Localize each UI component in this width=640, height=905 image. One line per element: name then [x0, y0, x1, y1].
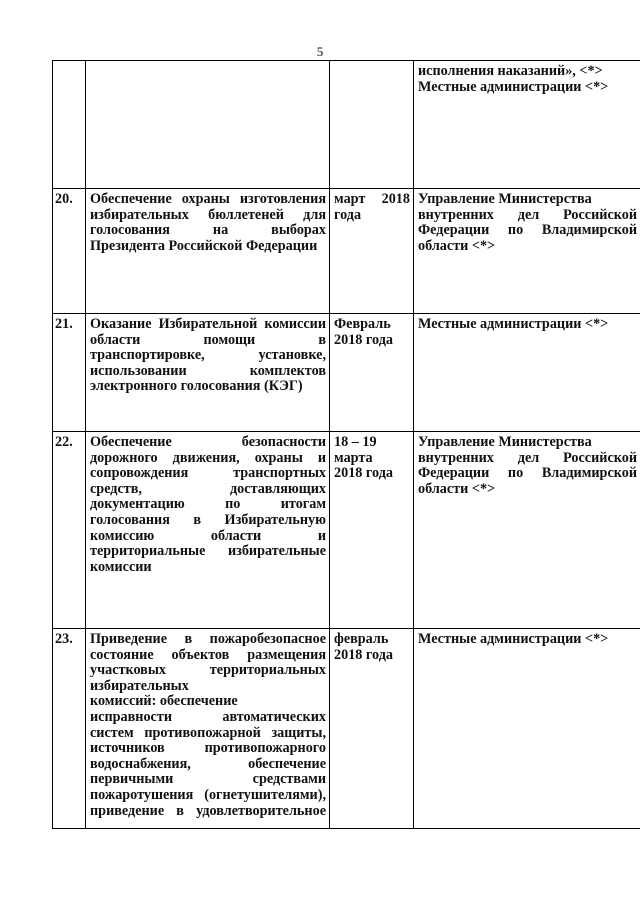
date-line: февраль	[334, 631, 389, 647]
row-number: 20.	[53, 189, 86, 314]
resp-line: Местные администрации <*>	[418, 631, 609, 647]
desc-line: Президента Российской Федерации	[90, 237, 318, 254]
resp-line: Федерации по Владимирской	[418, 465, 637, 482]
desc-line: источников противопожарного	[90, 740, 326, 757]
desc-line: дорожного движения, охраны и	[90, 449, 326, 466]
desc-line: документацию по итогам	[90, 496, 326, 513]
date-line: март 2018	[334, 191, 410, 207]
measure-description	[86, 432, 330, 629]
row-number: 23.	[53, 629, 86, 829]
row-number: 22.	[53, 432, 86, 629]
desc-line: сопровождения транспортных	[90, 465, 326, 482]
table-row	[53, 432, 640, 629]
desc-line: электронного голосования (КЭГ)	[90, 378, 303, 395]
resp-line: внутренних дел Российской	[418, 206, 637, 223]
desc-line: состояние объектов размещения	[90, 646, 326, 663]
date-line: Февраль	[334, 316, 391, 332]
desc-line: Обеспечение охраны изготовления	[90, 191, 326, 207]
row-number: 21.	[53, 314, 86, 432]
date-line: 18 – 19	[334, 434, 377, 450]
desc-line: приведение в удовлетворительное	[90, 802, 326, 819]
resp-line: области <*>	[418, 237, 496, 254]
desc-line: Приведение в пожаробезопасное	[90, 631, 326, 647]
desc-line: участковых территориальных	[90, 662, 326, 679]
resp-line: исполнения наказаний», <*>	[418, 63, 603, 79]
desc-line: голосования на выборах	[90, 222, 326, 239]
desc-line: избирательных бюллетеней для	[90, 206, 326, 223]
page-number: 5	[316, 44, 324, 59]
resp-line: Местные администрации <*>	[418, 78, 609, 95]
responsible-party	[414, 189, 640, 314]
deadline	[330, 314, 414, 432]
resp-line: внутренних дел Российской	[418, 449, 637, 466]
table-row	[53, 61, 640, 189]
desc-line: использовании комплектов	[90, 362, 326, 379]
resp-line: области <*>	[418, 480, 496, 497]
measure-description	[86, 629, 330, 829]
desc-line: Обеспечение безопасности	[90, 434, 326, 450]
date-line: года	[334, 206, 362, 223]
responsible-party	[414, 314, 640, 432]
desc-line: территориальные избирательные	[90, 543, 326, 560]
desc-line: исправности автоматических	[90, 708, 326, 725]
desc-line: Оказание Избирательной комиссии	[90, 316, 326, 332]
table-row	[53, 314, 640, 432]
desc-line: средств, доставляющих	[90, 480, 326, 497]
desc-line: первичными средствами	[90, 771, 326, 788]
deadline	[330, 189, 414, 314]
desc-line: комиссий: обеспечение	[90, 693, 238, 710]
resp-line: Управление Министерства	[418, 434, 592, 450]
desc-line: комиссию области и	[90, 527, 326, 544]
date-line: 2018 года	[334, 331, 393, 348]
desc-line: избирательных	[90, 677, 189, 694]
desc-line: пожаротушения (огнетушителями),	[90, 786, 326, 803]
date-line: 2018 года	[334, 646, 393, 663]
deadline	[330, 61, 414, 189]
resp-line: Федерации по Владимирской	[418, 222, 637, 239]
responsible-party	[414, 629, 640, 829]
resp-line: Местные администрации <*>	[418, 316, 609, 332]
deadline	[330, 432, 414, 629]
desc-line: водоснабжения, обеспечение	[90, 755, 326, 772]
desc-line: голосования в Избирательную	[90, 511, 326, 528]
resp-line: Управление Министерства	[418, 191, 592, 207]
responsible-party	[414, 432, 640, 629]
row-number	[53, 61, 86, 189]
responsible-party	[414, 61, 640, 189]
date-line: 2018 года	[334, 465, 393, 482]
measure-description	[86, 61, 330, 189]
deadline	[330, 629, 414, 829]
desc-line: комиссии	[90, 558, 152, 575]
date-line: марта	[334, 449, 373, 466]
desc-line: области помощи в	[90, 331, 326, 348]
measure-description	[86, 189, 330, 314]
measures-table	[52, 60, 640, 829]
table-row	[53, 189, 640, 314]
measure-description	[86, 314, 330, 432]
table-row	[53, 629, 640, 829]
desc-line: систем противопожарной защиты,	[90, 724, 326, 741]
desc-line: транспортировке, установке,	[90, 347, 326, 364]
